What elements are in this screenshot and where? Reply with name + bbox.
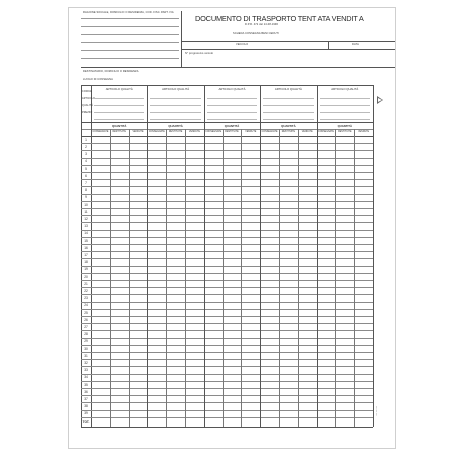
scheda-caption: SCHEDA CONSEGNA BENI CEDUTI [233,32,279,35]
quantity-column-header: VENDUTE [132,130,144,133]
article-quality-header: ARTICOLO QUALITÀ [274,87,302,91]
row-number: 21 [84,281,88,286]
quantity-column-header: CONSEGNATE [318,130,334,133]
row-number: 14 [84,231,88,236]
article-quality-header: ARTICOLO QUALITÀ [162,87,190,91]
row-number: 37 [84,397,88,401]
article-quality-header: ARTICOLO QUALITÀ [331,87,359,91]
row-number: 2 [85,145,87,149]
row-number: 19 [84,267,88,272]
row-number: 10 [84,202,88,207]
row-number: 8 [85,188,87,193]
quantity-column-header: RESTITUITE [112,130,126,133]
article-quality-header: ARTICOLO QUALITÀ [218,87,246,91]
row-number: 25 [84,310,88,315]
article-quality-header: ARTICOLO QUALITÀ [105,87,133,91]
row-number: 16 [84,245,88,250]
row-number: 38 [84,404,88,409]
row-number: 11 [84,209,88,214]
row-number: 4 [85,159,87,164]
document-title: DOCUMENTO DI TRASPORTO TENT ATA VENDIT A [195,14,364,23]
row-number: 20 [84,274,88,279]
row-number: 23 [84,296,88,301]
quantity-column-header: RESTITUITE [225,130,239,133]
row-number: 33 [84,368,88,373]
company-caption: RAGIONE SOCIALE, DOMICILIO O RESIDENZA, COD. FISC. [83,11,161,14]
delivery-grid [69,8,395,448]
row-number: 34 [84,375,88,380]
destinatario-label: DESTINATARIO, DOMICILIO O RESIDENZA [83,70,139,73]
side-label: QUALITÀ [82,104,93,107]
quantity-header: QUANTITÀ [224,124,240,128]
quantity-column-header: RESTITUITE [338,130,352,133]
side-label: CODICE [82,90,92,93]
row-number: 24 [84,303,88,308]
row-number: 31 [84,353,88,358]
row-number: 26 [84,317,88,322]
row-number: 5 [85,166,87,171]
side-label: PREZZO [82,111,93,114]
quantity-column-header: VENDUTE [301,130,313,133]
quantity-column-header: VENDUTE [188,130,200,133]
row-number: 18 [84,260,88,265]
quantity-column-header: RESTITUITE [168,130,183,133]
row-number: 7 [85,181,87,185]
veicolo-label: VEICOLO [236,43,249,46]
quantity-column-header: CONSEGNATE [92,130,109,133]
row-number: 13 [84,224,88,229]
row-number: 35 [84,382,88,387]
quantity-column-header: CONSEGNATE [148,130,165,133]
quantity-header: QUANTITÀ [168,124,183,128]
row-number: 22 [84,289,88,293]
total-label: TOT. [82,419,90,424]
quantity-column-header: CONSEGNATE [261,130,278,133]
quantity-header: QUANTITÀ [281,124,296,128]
document-subtitle: D.P.R. 472 del 14-08-1996 [245,23,279,26]
quantity-column-header: RESTITUITE [281,130,296,133]
side-mark: — — — [375,406,378,416]
row-number: 15 [84,238,88,243]
row-number: 30 [84,346,88,351]
row-number: 6 [85,173,87,178]
row-number: 12 [84,217,88,221]
row-number: 39 [84,411,88,416]
row-number: 17 [84,253,88,257]
form-sheet [68,7,396,449]
quantity-column-header: CONSEGNATE [205,130,222,133]
row-number: 36 [84,389,88,394]
row-number: 29 [84,339,88,344]
row-number: 27 [84,325,88,329]
row-number: 28 [84,332,88,337]
quantity-header: QUANTITÀ [111,124,127,128]
quantity-header: QUANTITÀ [337,124,353,128]
side-label: ARTICOLO [82,97,95,100]
row-number: 9 [85,195,87,200]
luogo-label: LUOGO DI CONSEGNA [83,78,113,81]
company-code: PART. IVA [161,11,174,14]
row-number: 3 [85,152,87,157]
data-label: DATA [352,43,359,46]
progressive-number-label: N° progressivo veicolo [185,52,214,55]
row-number: 32 [84,361,88,365]
row-number: 1 [85,137,87,142]
quantity-column-header: VENDUTE [358,130,370,133]
quantity-column-header: VENDUTE [245,130,257,133]
